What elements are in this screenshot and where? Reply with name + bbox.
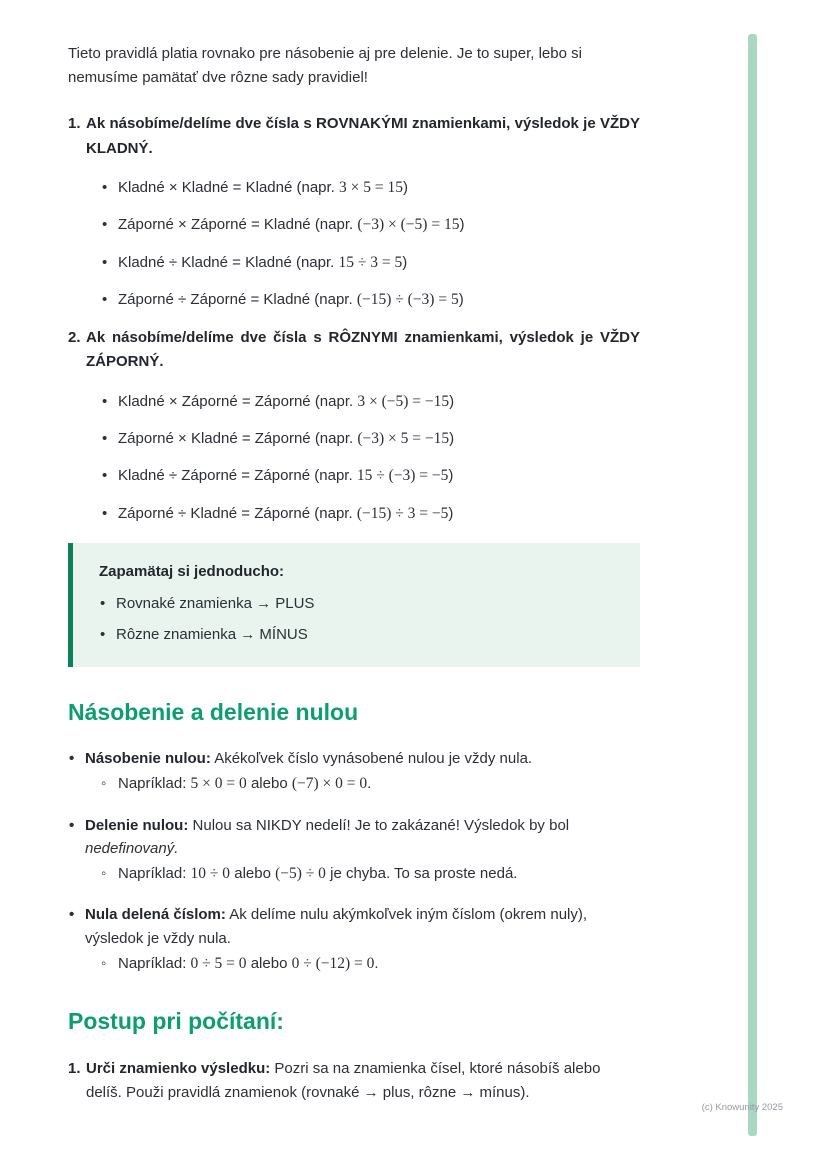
step-text: Pozri sa na znamienka čísel, ktoré násobíš alebo delíš. Použi pravidlá znamienok (rovnaké → plus, rôzne → mínus). <box>86 1060 601 1101</box>
example-formula: 10 ÷ 0 <box>190 864 231 882</box>
example-formula: (−5) ÷ 0 <box>275 864 326 882</box>
rule-item <box>68 112 640 326</box>
napr-label: (napr. <box>295 253 335 271</box>
alebo-label: alebo <box>250 775 288 793</box>
step-lead: Urči znamienko výsledku: <box>86 1060 271 1078</box>
close-paren: ) <box>449 392 455 410</box>
document-content <box>68 42 640 1105</box>
close-paren: ) <box>458 291 464 309</box>
close-paren: ) <box>403 178 408 196</box>
example-formula: (−15) ÷ (−3) = 5 <box>356 291 459 309</box>
topic-lead: Nula delená číslom: <box>85 906 226 924</box>
step-item <box>68 1057 640 1104</box>
intro-paragraph: Tieto pravidlá platia rovnako pre násobenie aj pre delenie. Je to super, lebo si nemusíme pamätať dve rôzne sady pravidiel! <box>68 45 582 86</box>
napr-label: (napr. <box>296 178 335 196</box>
sub-tail: je chyba. To sa proste nedá. <box>325 864 518 882</box>
example-formula: (−7) × 0 = 0 <box>291 775 368 793</box>
bullet-lead: Záporné × Záporné = Kladné <box>118 216 311 234</box>
bullet-lead: Kladné ÷ Záporné = Záporné <box>118 467 311 485</box>
rule-bullet <box>101 213 640 237</box>
bullet-lead: Záporné × Kladné = Záporné <box>118 429 311 447</box>
callout-title: Zapamätaj si jednoducho: <box>99 563 285 581</box>
example-formula: 0 ÷ (−12) = 0 <box>291 954 375 972</box>
topic-bullet <box>68 814 640 887</box>
sub-example <box>101 772 640 796</box>
callout-item: • Rovnaké znamienka → PLUS <box>99 592 616 616</box>
callout-list <box>99 592 616 646</box>
topic-text: Akékoľvek číslo vynásobené nulou je vždy nula. <box>214 750 533 768</box>
rule-bullet <box>101 251 640 275</box>
sub-tail: . <box>374 954 379 972</box>
napriklad-label: Napríklad: <box>118 954 187 972</box>
bullet-lead: Kladné ÷ Kladné = Kladné <box>118 253 292 271</box>
topic-lead: Delenie nulou: <box>85 816 189 834</box>
alebo-label: alebo <box>234 864 271 882</box>
napr-label: (napr. <box>314 291 353 309</box>
sub-example-list <box>101 862 640 886</box>
sub-example <box>101 862 640 886</box>
example-formula: 5 × 0 = 0 <box>190 775 247 793</box>
rule-body <box>86 326 640 540</box>
rule-body <box>86 112 640 326</box>
topic-text: Nulou sa NIKDY nedelí! Je to zakázané! Výsledok by bol <box>192 816 570 834</box>
example-formula: 15 ÷ 3 = 5 <box>338 253 403 271</box>
example-formula: 15 ÷ (−3) = −5 <box>356 467 449 485</box>
close-paren: ) <box>402 253 408 271</box>
napr-label: (napr. <box>314 216 354 234</box>
topic-line <box>85 814 640 861</box>
example-formula: (−15) ÷ 3 = −5 <box>356 504 449 522</box>
rule-title: Ak násobíme/delíme dve čísla s RÔZNYMI znamienkami, výsledok je VŽDY ZÁPORNÝ. <box>86 328 640 371</box>
topic-italic: nedefinovaný. <box>85 840 179 858</box>
example-formula: 3 × (−5) = −15 <box>357 392 450 410</box>
topic-line <box>85 747 640 771</box>
close-paren: ) <box>449 429 455 447</box>
bullet-lead: Kladné × Záporné = Záporné <box>118 392 311 410</box>
rule-bullet <box>101 176 640 200</box>
steps-list <box>68 1057 640 1104</box>
bullet-lead: Záporné ÷ Záporné = Kladné <box>118 291 311 309</box>
sub-example <box>101 952 640 976</box>
sign-rules-list <box>68 112 640 539</box>
example-formula: 3 × 5 = 15 <box>339 178 403 196</box>
rule-number: 1. <box>68 115 81 133</box>
rule-bullet-list <box>101 176 640 313</box>
topic-lead: Násobenie nulou: <box>85 750 211 768</box>
napriklad-label: Napríklad: <box>118 864 187 882</box>
footer-credit: (c) Knowunity 2025 <box>701 1102 783 1113</box>
rule-bullet <box>101 390 640 414</box>
topic-text: Ak delíme nulu akýmkoľvek iným číslom (okrem nuly), výsledok je vždy nula. <box>85 906 588 948</box>
rule-item <box>68 326 640 540</box>
remember-callout <box>68 543 640 666</box>
bullet-lead: Záporné ÷ Kladné = Záporné <box>118 504 311 522</box>
zero-topic-list <box>68 747 640 976</box>
section-heading-steps: Postup pri počítaní: <box>68 1008 284 1035</box>
napriklad-label: Napríklad: <box>118 775 187 793</box>
close-paren: ) <box>459 216 465 234</box>
example-formula: 0 ÷ 5 = 0 <box>190 954 247 972</box>
bullet-lead: Kladné × Kladné = Kladné <box>118 178 293 196</box>
rule-bullet <box>101 464 640 488</box>
close-paren: ) <box>448 467 454 485</box>
rule-bullet <box>101 502 640 526</box>
topic-line <box>85 903 640 950</box>
step-body <box>86 1057 640 1104</box>
example-formula: (−3) × (−5) = 15 <box>357 216 460 234</box>
page-edge-bar <box>748 34 757 1136</box>
sub-example-list <box>101 772 640 796</box>
callout-item: • Rôzne znamienka → MÍNUS <box>99 623 616 647</box>
sub-tail: . <box>367 775 372 793</box>
sub-example-list <box>101 952 640 976</box>
rule-bullet <box>101 427 640 451</box>
topic-bullet <box>68 903 640 976</box>
napr-label: (napr. <box>314 392 354 410</box>
alebo-label: alebo <box>250 954 288 972</box>
example-formula: (−3) × 5 = −15 <box>357 429 450 447</box>
napr-label: (napr. <box>314 467 353 485</box>
step-number: 1. <box>68 1060 81 1078</box>
napr-label: (napr. <box>314 504 353 522</box>
section-heading-zero: Násobenie a delenie nulou <box>68 698 359 725</box>
rule-title: Ak násobíme/delíme dve čísla s ROVNAKÝMI znamienkami, výsledok je VŽDY KLADNÝ. <box>86 115 640 157</box>
napr-label: (napr. <box>314 429 354 447</box>
rule-number: 2. <box>68 328 81 346</box>
rule-bullet <box>101 288 640 312</box>
topic-bullet <box>68 747 640 796</box>
close-paren: ) <box>448 504 454 522</box>
rule-bullet-list <box>101 390 640 527</box>
